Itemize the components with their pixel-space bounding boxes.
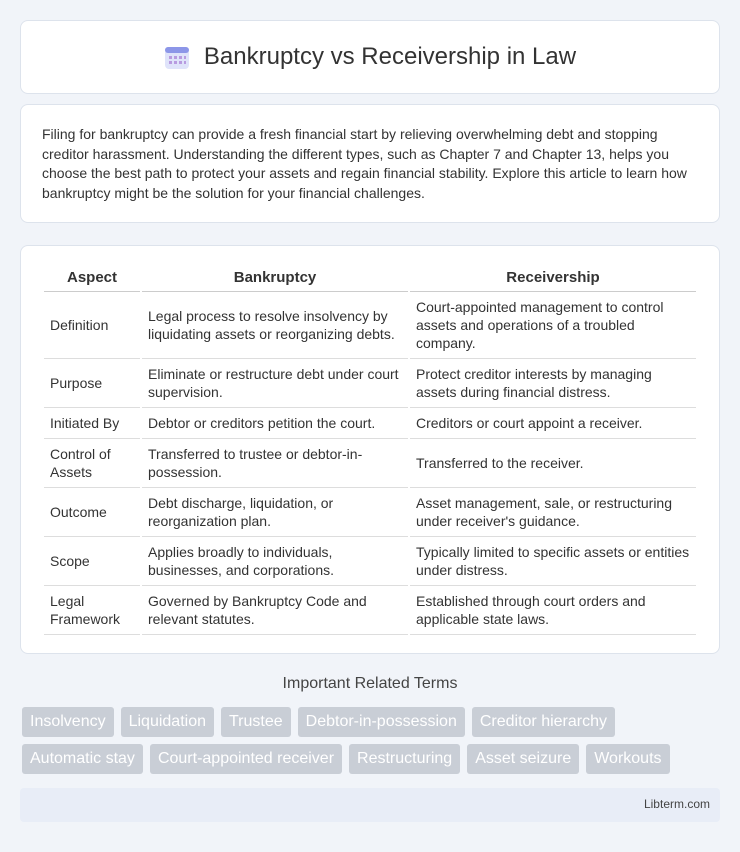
cell-aspect: Legal Framework: [44, 586, 140, 635]
cell-aspect: Definition: [44, 292, 140, 359]
table-row: [44, 537, 696, 586]
table-row: [44, 488, 696, 537]
cell-aspect: Control of Assets: [44, 439, 140, 488]
related-terms-title: Important Related Terms: [282, 675, 458, 692]
cell-aspect: Scope: [44, 537, 140, 586]
header-bankruptcy: Bankruptcy: [142, 264, 408, 292]
table-row: [44, 292, 696, 359]
cell-bankruptcy: Eliminate or restructure debt under court supervision.: [142, 359, 408, 408]
cell-receivership: Court-appointed management to control assets and operations of a troubled company.: [410, 292, 696, 359]
cell-bankruptcy: Debt discharge, liquidation, or reorganization plan.: [142, 488, 408, 537]
table-row: [44, 439, 696, 488]
related-term-tag[interactable]: Restructuring: [349, 744, 460, 774]
cell-receivership: Protect creditor interests by managing assets during financial distress.: [410, 359, 696, 408]
cell-bankruptcy: Debtor or creditors petition the court.: [142, 408, 408, 439]
related-terms-list: [22, 707, 722, 781]
calendar-grid-icon: [164, 44, 190, 70]
cell-receivership: Established through court orders and applicable state laws.: [410, 586, 696, 635]
table-header-row: [44, 264, 696, 292]
cell-bankruptcy: Legal process to resolve insolvency by liquidating assets or reorganizing debts.: [142, 292, 408, 359]
related-term-tag[interactable]: Workouts: [586, 744, 669, 774]
footer: [20, 788, 720, 822]
intro-text: Filing for bankruptcy can provide a fresh financial start by relieving overwhelming debt and stopping creditor harassment. Understanding the different types, such as Chapter 7 and Chapter 13, helps you choose the best path to protect your assets and regain financial stability. Explore this article to learn how bankruptcy might be the solution for your financial challenges.: [42, 126, 687, 201]
table-row: [44, 586, 696, 635]
cell-receivership: Transferred to the receiver.: [410, 439, 696, 488]
header-aspect: Aspect: [44, 264, 140, 292]
footer-site-link[interactable]: Libterm.com: [643, 797, 710, 811]
title-card: [20, 20, 720, 94]
related-term-tag[interactable]: Automatic stay: [22, 744, 143, 774]
related-term-tag[interactable]: Court-appointed receiver: [150, 744, 342, 774]
related-term-tag[interactable]: Trustee: [221, 707, 291, 737]
intro-card: [20, 104, 720, 223]
page-title: Bankruptcy vs Receivership in Law: [203, 43, 577, 70]
cell-bankruptcy: Transferred to trustee or debtor-in-possession.: [142, 439, 408, 488]
cell-aspect: Initiated By: [44, 408, 140, 439]
related-term-tag[interactable]: Creditor hierarchy: [472, 707, 615, 737]
cell-receivership: Creditors or court appoint a receiver.: [410, 408, 696, 439]
related-term-tag[interactable]: Asset seizure: [467, 744, 579, 774]
header-receivership: Receivership: [410, 264, 696, 292]
table-row: [44, 359, 696, 408]
comparison-table: [42, 264, 698, 635]
cell-receivership: Asset management, sale, or restructuring under receiver's guidance.: [410, 488, 696, 537]
cell-bankruptcy: Governed by Bankruptcy Code and relevant statutes.: [142, 586, 408, 635]
cell-aspect: Outcome: [44, 488, 140, 537]
cell-bankruptcy: Applies broadly to individuals, businesses, and corporations.: [142, 537, 408, 586]
table-row: [44, 408, 696, 439]
cell-aspect: Purpose: [44, 359, 140, 408]
related-term-tag[interactable]: Insolvency: [22, 707, 114, 737]
comparison-card: [20, 245, 720, 654]
cell-receivership: Typically limited to specific assets or entities under distress.: [410, 537, 696, 586]
related-term-tag[interactable]: Liquidation: [121, 707, 214, 737]
related-term-tag[interactable]: Debtor-in-possession: [298, 707, 465, 737]
